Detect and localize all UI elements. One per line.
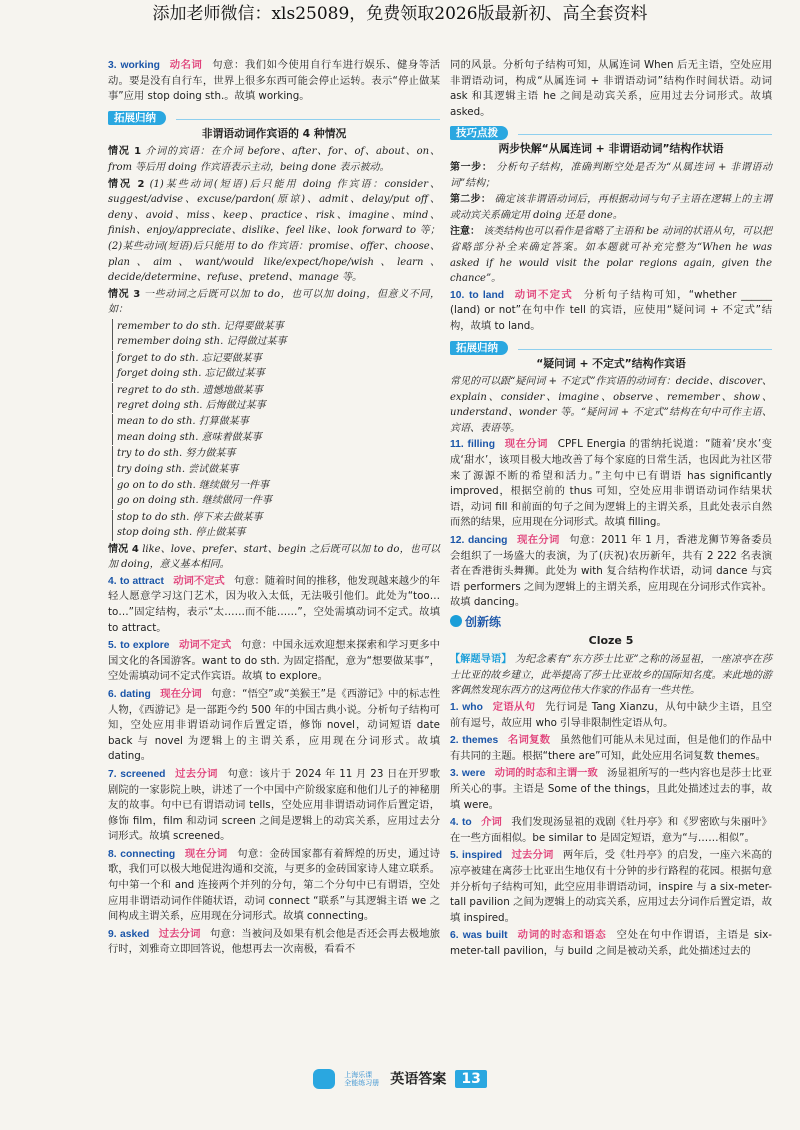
answer-explanation: 句意：当被问及如果有机会他是否还会再去极地旅行时，刘雅奇立即回答说，他想再去一次南极，看看不 [108, 927, 441, 956]
case-3 [108, 287, 440, 318]
brand-line: 全能练习册 [344, 1078, 380, 1087]
answer-pos: 现在分词 [504, 438, 548, 451]
answer-number: 12. [450, 535, 465, 547]
case-text: like、love、prefer、start、begin 之后既可以加 to do，也可以加 doing，意义基本相同。 [108, 543, 440, 571]
page-number: 13 [455, 1070, 486, 1088]
header-banner: 添加老师微信：xls25089，免费领取2026版最新初、高全套资料 [152, 4, 648, 24]
brand-line: 上海乐课 [344, 1070, 373, 1079]
case-text: 介词的宾语：在介词 before、after、for、of、about、on、from 等后用 doing 作宾语表示主动，being done 表示被动。 [108, 146, 441, 173]
pair-line: stop to do sth. 停下来去做某事 [117, 511, 263, 523]
answer-term: dancing [467, 535, 508, 547]
answer-pos: 名词复数 [507, 734, 551, 747]
answer-term: dating [119, 688, 151, 700]
answer-number: 4. [108, 575, 117, 587]
verb-pair [112, 319, 440, 350]
answer-number: 9. [108, 928, 117, 940]
answer-term: to land [468, 289, 505, 301]
answer-pos: 动词不定式 [178, 639, 232, 652]
answer-pos: 动词的时态和语态 [517, 929, 607, 942]
pair-line: regret doing sth. 后悔做过某事 [117, 399, 266, 411]
answer-number: 1. [450, 701, 459, 713]
left-column [108, 58, 440, 960]
right-column [450, 58, 772, 961]
answer-term: connecting [120, 848, 176, 860]
cloze-answer-2 [450, 733, 772, 764]
cloze-answer-3 [450, 766, 772, 813]
footer-label: 英语答案 [390, 1071, 447, 1088]
guide-label: 【解题导语】 [450, 654, 512, 666]
cloze-answer-1 [450, 700, 772, 731]
answer-number: 6. [108, 688, 117, 700]
answer-pos: 现在分词 [160, 687, 202, 700]
step-label: 第一步： [450, 161, 493, 173]
answer-number: 3. [108, 60, 117, 71]
answer-pos: 动词不定式 [173, 574, 225, 587]
cloze-answer-6 [450, 928, 772, 959]
verb-pair [112, 446, 440, 477]
cloze-answer-5 [450, 848, 772, 926]
answer-term: filling [467, 439, 495, 451]
answer-pos: 动名词 [169, 59, 203, 71]
case-label: 情况 2 [108, 178, 145, 190]
step-1 [450, 160, 772, 191]
box-text: 常见的可以跟“疑问词 + 不定式”作宾语的动词有：decide、discover、explain、consider、imagine、observe、remember、show、understand、wonder 等。“疑问词 + 不定式”结构在句中可作主语、宾语、表语等。 [450, 376, 772, 434]
answer-explanation: 虽然他们可能从未见过面，但是他们的作品中有共同的主题。根据“there are”可知，此处应用名词复数 themes。 [450, 734, 773, 762]
section-heading [450, 615, 772, 631]
answer-5 [108, 638, 440, 685]
box-title: “疑问词 + 不定式”结构作宾语 [536, 356, 686, 370]
note-label: 注意： [450, 226, 481, 238]
answer-term: working [120, 60, 160, 71]
pair-line: remember doing sth. 记得做过某事 [117, 336, 287, 348]
pair-line: mean to do sth. 打算做某事 [117, 416, 249, 428]
answer-term: to attract [119, 575, 164, 587]
pair-line: go on to do sth. 继续做另一件事 [117, 479, 270, 491]
brand-tagline [344, 1071, 379, 1087]
badge-extension: 拓展归纳 [108, 111, 166, 125]
step-text: 分析句子结构，准确判断空处是否为“从属连词 + 非谓语动词”结构； [450, 161, 772, 189]
answer-explanation: 两年后，受《牡丹亭》的启发，一座六米高的凉亭被建在离莎士比亚出生地仅有十分钟的步行路程的花园。根据句意并分析句子结构可知，此空应用非谓语动词，inspire 与 a six-meter-tall pavilion 之间为逻辑上的动宾关系，应用过去分词作后置定语，故填 inspired。 [450, 849, 773, 924]
answer-number: 10. [450, 289, 465, 301]
answer-pos: 介词 [481, 816, 502, 829]
answer-8 [108, 847, 440, 925]
answer-number: 2. [450, 735, 459, 747]
answer-9-continued: 同的风景。分析句子结构可知，从属连词 When 后无主语，空处应用非谓语动词，构成“从属连词 + 非谓语动词”结构作时间状语。动词 ask 和其逻辑主语 he 之间是动宾关系，应用过去分词形式。故填 asked。 [450, 59, 772, 118]
box-title: 非谓语动词作宾语的 4 种情况 [201, 126, 347, 140]
answer-6 [108, 687, 440, 765]
pair-line: try doing sth. 尝试做某事 [117, 463, 239, 475]
answer-number: 8. [108, 848, 117, 860]
answer-explanation: 分析句子结构可知，“whether ______ (land) or not”在句中作 tell 的宾语，应使用“疑问词 + 不定式”结构，故填 to land。 [450, 288, 773, 332]
answer-11 [450, 437, 772, 531]
step-label: 第二步： [450, 194, 492, 206]
answer-explanation: 我们发现汤显祖的戏剧《牡丹亭》和《罗密欧与朱丽叶》在一些方面相似。be similar to 是固定短语，意为“与……相似”。 [450, 816, 772, 844]
answer-10 [450, 288, 772, 335]
answer-explanation: 空处在句中作谓语，主语是 six-meter-tall pavilion，与 build 之间是被动关系，此处描述过去的 [450, 929, 773, 957]
answer-term: screened [120, 768, 166, 780]
answer-number: 5. [450, 850, 459, 862]
answer-pos: 过去分词 [175, 767, 218, 780]
box-title: 两步快解“从属连词 + 非谓语动词”结构作状语 [498, 142, 724, 156]
case-text: 一些动词之后既可以加 to do，也可以加 doing，但意义不同，如： [108, 288, 440, 316]
answer-explanation: 先行词是 Tang Xianzu，从句中缺少主语，且空前有逗号，故应用 who 引导非限制性定语从句。 [450, 700, 773, 729]
answer-pos: 过去分词 [511, 849, 554, 862]
answer-explanation: 句意：中国永远欢迎想来探索和学习更多中国文化的各国游客。want to do sth. 为固定搭配，意为“想要做某事”，空处需填动词不定式作宾语。故填 to explore。 [108, 639, 440, 683]
answer-pos: 动词不定式 [514, 288, 574, 301]
cloze-answer-4 [450, 815, 772, 846]
answer-pos: 动词的时态和主谓一致 [494, 767, 598, 780]
brand-logo-icon [313, 1069, 335, 1089]
case-label: 情况 1 [108, 146, 142, 158]
answer-term: who [462, 701, 483, 713]
verb-pair [112, 351, 440, 382]
section-title: 创新练 [465, 615, 502, 629]
answer-number: 5. [108, 640, 117, 652]
answer-number: 6. [450, 930, 459, 942]
answer-pos: 过去分词 [158, 927, 201, 940]
verb-pair [112, 478, 440, 509]
pair-line: regret to do sth. 遗憾地做某事 [117, 384, 263, 396]
answer-pos: 现在分词 [184, 847, 228, 860]
verb-pair [112, 510, 440, 541]
note-text: 该类结构也可以看作是省略了主语和 be 动词的状语从句，可以把省略部分补全来确定答案。如本题就可补充完整为“When he was asked if he would visit the polar regions again, given the chance”。 [450, 226, 772, 285]
pair-line: forget to do sth. 忘记要做某事 [117, 352, 262, 364]
answer-explanation: 句意：该片于 2024 年 11 月 23 日在开罗歌剧院的一家影院上映，讲述了一个中国中产阶级家庭和他们儿子的神秘朋友的故事。句中已有谓语动词 tells，空处应用非谓语动词作后置定语，修饰 film，film 和动词 screen 之间是逻辑上的动宾关系，应用过去分词形式。故填 screened。 [108, 767, 441, 843]
answer-number: 7. [108, 768, 117, 780]
answer-term: asked [120, 928, 150, 940]
verb-pair [112, 383, 440, 414]
answer-9 [108, 927, 440, 958]
case-2 [108, 177, 440, 286]
cloze-title: Cloze 5 [588, 633, 634, 647]
answer-explanation: CPFL Energia 的雷纳托说道：“随着‘戾水’变成‘甜水’，该项目极大地改善了每个家庭的日常生活，也因此为社区带来了源源不断的希望和活力。”主句中已有谓语 has significantly improved，根据空前的 thus 可知，空处应用非谓语动词作结果状语，动词 fill 和前面的句子之间为逻辑上的主谓关系，且此处表示自然而然的结果，应用现在分词形式。故填 filling。 [450, 438, 772, 529]
case-label: 情况 3 [108, 288, 141, 300]
pair-line: forget doing sth. 忘记做过某事 [117, 368, 265, 380]
badge-tips: 技巧点拨 [450, 126, 508, 140]
pair-line: mean doing sth. 意味着做某事 [117, 431, 262, 443]
tip-note [450, 224, 772, 286]
pair-line: stop doing sth. 停止做某事 [117, 527, 246, 539]
answer-7 [108, 767, 440, 845]
pair-line: try to do sth. 努力做某事 [117, 448, 236, 460]
answer-term: were [461, 768, 486, 780]
answer-explanation: 句意：随着时间的推移，他发现越来越少的年轻人愿意学习这门艺术，因为收入太低，无法吸引他们。此处为“too… to…”固定结构，表示“太……而不能……”，空处需填动词不定式。故填 to attract。 [108, 574, 440, 634]
badge-divider [518, 134, 772, 135]
answer-explanation: 句意：“悟空”或“美猴王”是《西游记》中的标志性人物，《西游记》是一部距今约 500 年的中国古典小说。分析句子结构可知，空处应用非谓语动词作后置定语，修饰 novel，动词短语 date back 与 novel 为逻辑上的主谓关系，应用现在分词形式。故填 dating。 [108, 687, 441, 763]
answer-explanation: 句意：金砖国家都有着辉煌的历史，通过诗歌，我们可以极大地促进沟通和交流，与更多的金砖国家诗人建立联系。句中第一个和 and 连接两个并列的分句，第二个分句中已有谓语，空处应用非谓语动词作伴随状语，动词 connect “联系”与其逻辑主语 we 之间构成主谓关系，应用现在分词形式。故填 connecting。 [108, 847, 441, 923]
case-1 [108, 144, 440, 175]
step-2 [450, 192, 772, 223]
step-text: 确定该非谓语动词后，再根据动词与句子主语在逻辑上的主谓或动宾关系确定用 doing 还是 done。 [450, 194, 773, 221]
badge-extension: 拓展归纳 [450, 341, 508, 355]
answer-number: 3. [450, 768, 459, 780]
pair-line: go on doing sth. 继续做同一件事 [117, 495, 272, 507]
verb-pair [112, 414, 440, 445]
answer-pos: 定语从句 [492, 700, 536, 713]
answer-number: 11. [450, 439, 464, 451]
answer-term: inspired [462, 850, 503, 862]
badge-divider [176, 119, 440, 120]
answer-explanation: 句意：2011 年 1 月，香港龙狮节筹备委员会组织了一场盛大的表演，为了(庆祝)农历新年，共有 2 222 名表演者在香港街头舞狮。此处为 with 复合结构作状语，动词 dance 与宾语 performers 之间为逻辑上的主谓关系，应用现在分词形式作宾补。故填 dancing。 [450, 534, 773, 609]
case-4 [108, 542, 440, 573]
answer-12 [450, 533, 772, 611]
answer-term: to [462, 817, 472, 829]
answer-term: was built [462, 930, 508, 942]
case-text: (1)某些动词(短语)后只能用 doing 作宾语：consider、suggest/advise、excuse/pardon(原谅)、admit、delay/put off、deny、avoid、miss、keep、practice、risk、imagine、mind、finish、enjoy/appreciate、dislike、feel like、look forward to 等；(2)某些动词(短语)后只能用 to do 作宾语：promise、offer、choose、plan、aim、want/would like/expect/hope/wish、learn、decide/determine、refuse、pretend、manage 等。 [108, 178, 440, 284]
answer-3 [108, 58, 440, 105]
answer-term: to explore [120, 640, 170, 652]
answer-term: themes [462, 735, 499, 747]
case-label: 情况 4 [108, 543, 139, 555]
answer-explanation: 汤显祖所写的一些内容也是莎士比亚所关心的事。主语是 Some of the things，且此处描述过去的事，故填 were。 [450, 767, 773, 811]
section-icon [450, 615, 462, 627]
answer-number: 4. [450, 817, 459, 829]
guide-text: 为纪念素有“东方莎士比亚”之称的汤显祖，一座凉亭在莎士比亚的故乡建立，此举提高了莎士比亚故乡的国际知名度。来此地的游客偶然发现东西方的这两位伟大作家的作品有一些共性。 [450, 654, 772, 697]
answer-pos: 现在分词 [517, 534, 560, 547]
pair-line: remember to do sth. 记得要做某事 [117, 320, 284, 332]
badge-divider [518, 349, 772, 350]
answer-4 [108, 574, 440, 636]
answer-explanation: 句意：我们如今使用自行车进行娱乐、健身等活动。要是没有自行车，世界上很多东西可能会停止运转。表示“停止做某事”应用 stop doing sth.。故填 working。 [108, 59, 441, 103]
cloze-guide [450, 652, 772, 699]
page-footer [0, 1068, 800, 1089]
